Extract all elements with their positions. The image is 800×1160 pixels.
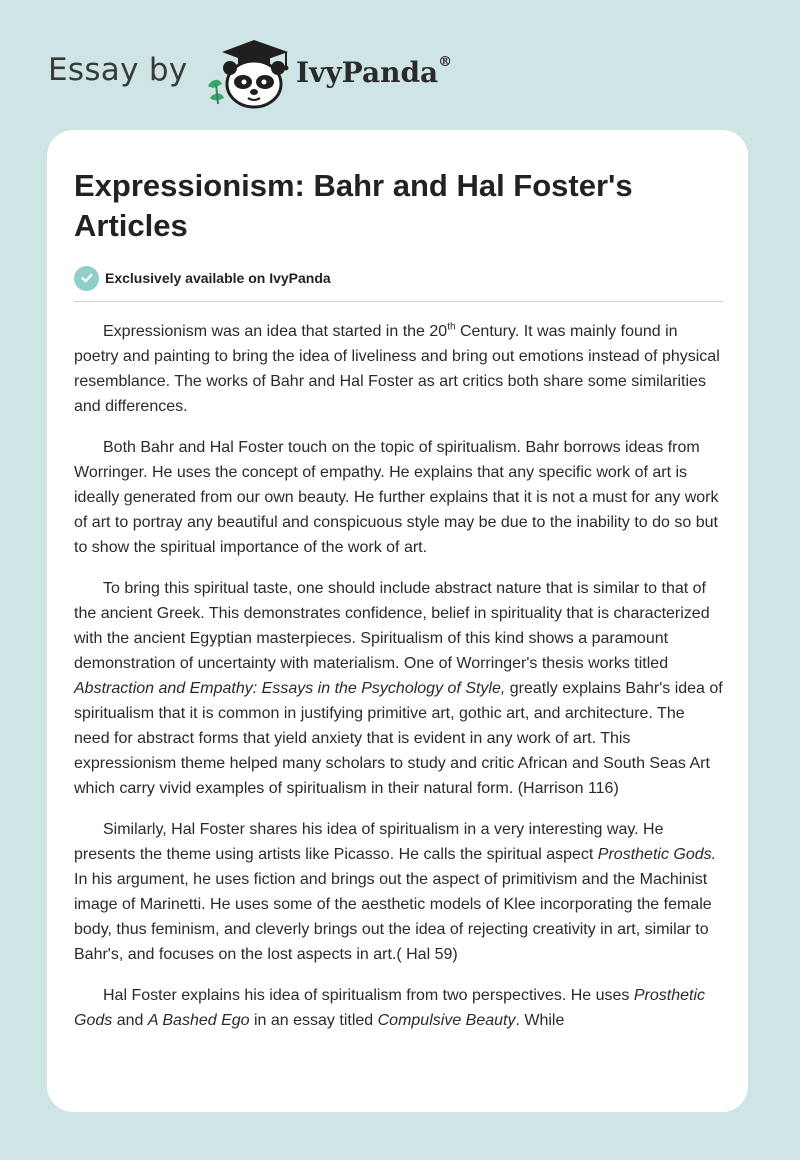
divider (74, 301, 723, 302)
cited-title: Compulsive Beauty (377, 1012, 516, 1029)
paragraph: Hal Foster explains his idea of spiritualism from two perspectives. He uses Prosthetic Gods and A Bashed Ego in an essay titled Compulsive Beauty. While (74, 987, 706, 1029)
site-header (48, 30, 508, 110)
page-title: Expressionism: Bahr and Hal Foster's Articles (74, 168, 633, 243)
paragraph: To bring this spiritual taste, one should include abstract nature that is similar to that of the ancient Greek. This demonstrates confidence, belief in spirituality that is characterized with the ancient Egyptian masterpieces. Spiritualism of this kind shows a paramount demonstration of uncertainty with materialism. One of Worringer's thesis works titled Abstraction and Empathy: Essays in the Psychology of Style, greatly explains Bahr's idea of spiritualism that it is common in justifying primitive art, gothic art, and architecture. The need for abstract forms that yield anxiety that is evident in any work of art. This expressionism theme helped many scholars to study and critic African and South Seas Art which carry vivid examples of spiritualism in their natural form. (Harrison 116) (74, 580, 723, 797)
brand-name[interactable]: IvyPanda® (296, 54, 453, 89)
cited-title: Prosthetic Gods. (597, 846, 717, 863)
cited-title: Abstraction and Empathy: Essays in the Psychology of Style, (74, 680, 506, 697)
paragraph: Expressionism was an idea that started in the 20th Century. It was mainly found in poetry and painting to bring the idea of liveliness and bring out emotions instead of physical resemblance. The works of Bahr and Hal Foster as art critics both share some similarities and differences. (74, 321, 720, 415)
badge-text: Exclusively available on IvyPanda (105, 270, 331, 286)
exclusive-badge (74, 265, 723, 291)
essay-card (47, 130, 748, 1112)
cited-title: Prosthetic Gods (74, 987, 706, 1029)
check-icon (74, 266, 99, 291)
essay-by-label: Essay by (48, 52, 188, 88)
paragraph: Both Bahr and Hal Foster touch on the topic of spiritualism. Bahr borrows ideas from Worringer. He uses the concept of empathy. He explains that any specific work of art is ideally generated from our own beauty. He further explains that it is not a must for any work of art to portray any beautiful and conspicuous style may be due to the inability to do so but to show the spiritual importance of the work of art. (74, 439, 719, 556)
ivypanda-logo-icon[interactable] (202, 34, 294, 110)
cited-title: A Bashed Ego (147, 1012, 250, 1029)
paragraph: Similarly, Hal Foster shares his idea of spiritualism in a very interesting way. He presents the theme using artists like Picasso. He calls the spiritual aspect Prosthetic Gods. In his argument, he uses fiction and brings out the aspect of primitivism and the Machinist image of Marinetti. He uses some of the aesthetic models of Klee incorporating the female body, thus feminism, and cleverly brings out the idea of rejecting creativity in art, similar to Bahr's, and focuses on the lost aspects in art.( Hal 59) (74, 821, 717, 963)
registered-mark: ® (438, 54, 453, 70)
essay-body (74, 319, 723, 1033)
